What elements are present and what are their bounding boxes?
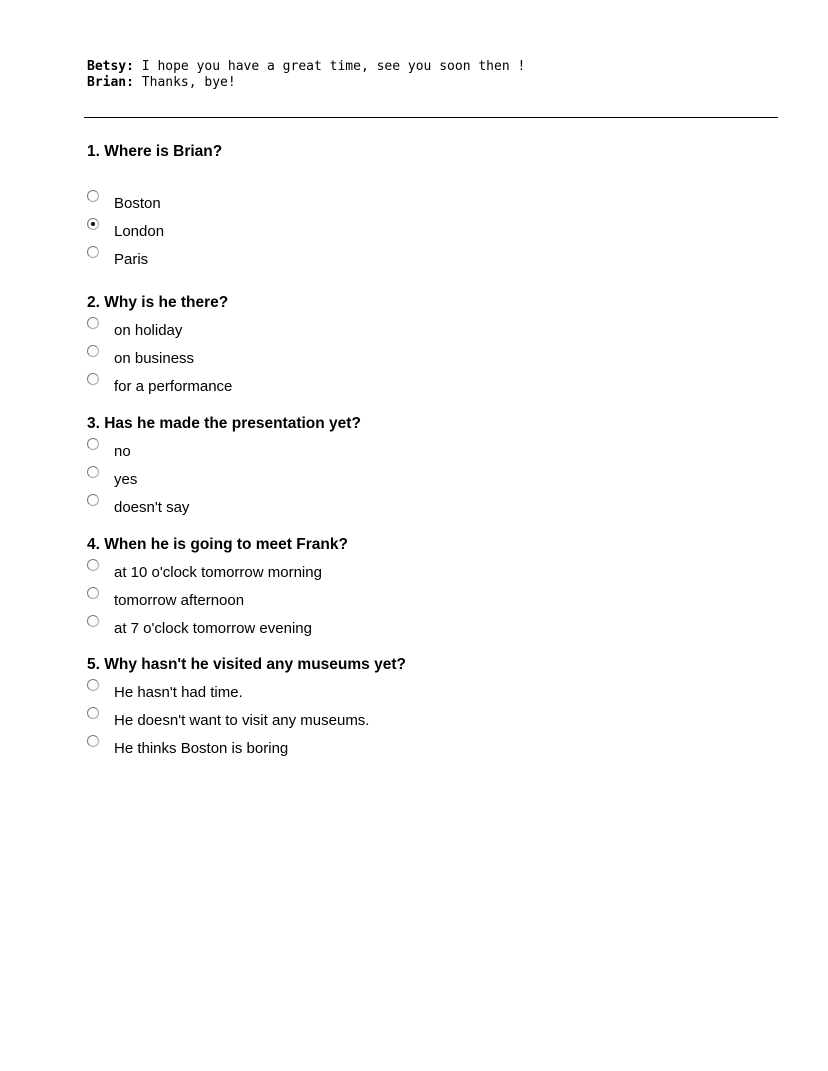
option-label: on holiday [114,322,183,339]
option-q5-3[interactable] [87,735,487,763]
dialogue-line [87,75,525,91]
radio-button[interactable] [87,559,99,571]
option-q4-1[interactable] [87,559,487,587]
radio-button[interactable] [87,707,99,719]
option-label: He thinks Boston is boring [114,740,289,757]
option-label: at 7 o'clock tomorrow evening [114,620,312,637]
question-1: 1. Where is Brian? [87,143,223,160]
option-q1-1[interactable] [87,190,487,218]
option-label: London [114,223,165,240]
radio-button[interactable] [87,317,99,329]
option-q4-2[interactable] [87,587,487,615]
speaker-name: Brian: [87,75,134,90]
option-label: He hasn't had time. [114,684,243,701]
radio-button[interactable] [87,246,99,258]
option-label: He doesn't want to visit any museums. [114,712,370,729]
option-label: yes [114,471,138,488]
option-label: on business [114,350,195,367]
dialogue-text: Thanks, bye! [133,75,236,90]
radio-button[interactable] [87,494,99,506]
option-q4-3[interactable] [87,615,487,643]
radio-button[interactable] [87,679,99,691]
question-3: 3. Has he made the presentation yet? [87,415,361,432]
radio-button[interactable] [87,438,99,450]
option-label: tomorrow afternoon [114,592,245,609]
option-label: doesn't say [114,499,190,516]
option-label: Boston [114,195,161,212]
option-q2-1[interactable] [87,317,487,345]
radio-button[interactable] [87,587,99,599]
option-label: Paris [114,251,149,268]
option-label: for a performance [114,378,233,395]
option-q3-2[interactable] [87,466,487,494]
option-q3-1[interactable] [87,438,487,466]
option-label: at 10 o'clock tomorrow morning [114,564,322,581]
option-q5-2[interactable] [87,707,487,735]
option-label: no [114,443,131,460]
radio-button[interactable] [87,466,99,478]
option-q1-2[interactable] [87,218,487,246]
radio-button[interactable] [87,190,99,202]
speaker-name: Betsy: [87,59,134,74]
dialogue-line [87,59,525,75]
dialogue [87,59,525,91]
option-q1-3[interactable] [87,246,487,274]
radio-button[interactable] [87,218,99,230]
option-q5-1[interactable] [87,679,487,707]
option-q3-3[interactable] [87,494,487,522]
dialogue-text: I hope you have a great time, see you soon then ! [133,59,526,74]
option-q2-2[interactable] [87,345,487,373]
divider [84,117,778,118]
question-2: 2. Why is he there? [87,294,229,311]
radio-button[interactable] [87,373,99,385]
option-q2-3[interactable] [87,373,487,401]
question-5: 5. Why hasn't he visited any museums yet? [87,656,406,673]
radio-button[interactable] [87,345,99,357]
question-4: 4. When he is going to meet Frank? [87,536,348,553]
radio-button[interactable] [87,735,99,747]
radio-button[interactable] [87,615,99,627]
